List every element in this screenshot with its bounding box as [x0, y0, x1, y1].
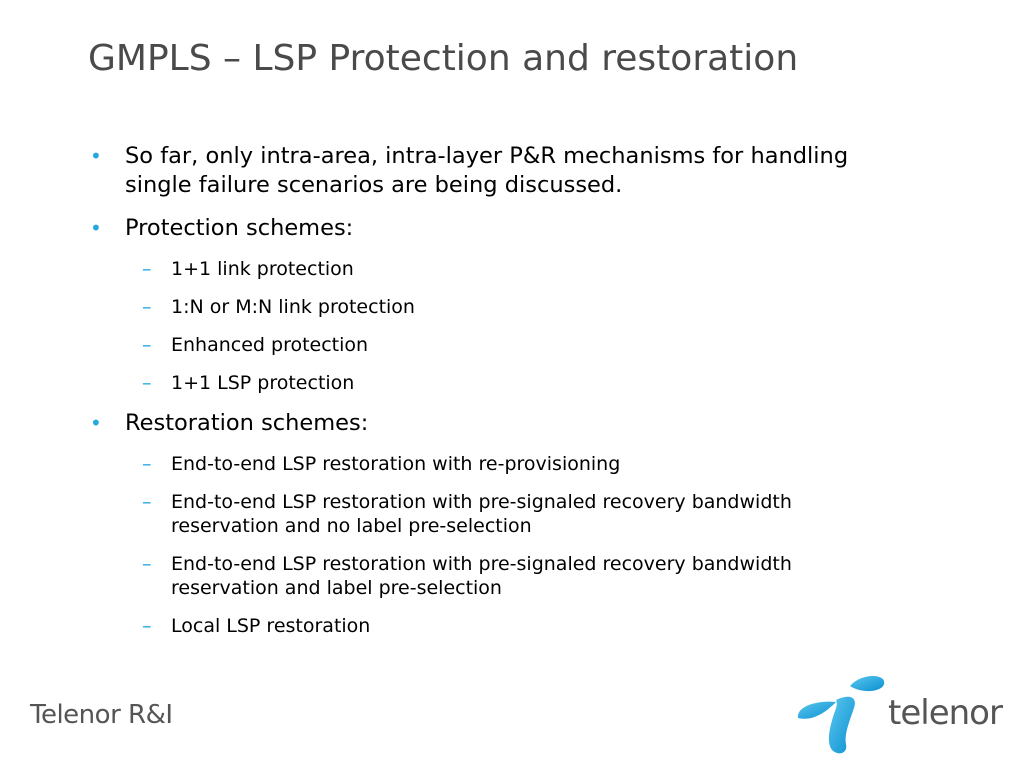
bullet-text: So far, only intra-area, intra-layer P&R mechanisms for handling single failure scenarios are being discussed. — [125, 143, 849, 198]
bullet-text: Protection schemes: — [125, 215, 354, 241]
dash-icon: – — [142, 553, 152, 575]
bullet-text: Restoration schemes: — [125, 410, 369, 436]
dash-icon: – — [142, 491, 152, 513]
dash-icon: – — [142, 258, 152, 280]
sub-bullet-text: End-to-end LSP restoration with pre-signaled recovery bandwidth reservation and label pre-selection — [171, 553, 792, 599]
dash-icon: – — [142, 615, 152, 637]
slide-content — [88, 142, 888, 652]
sub-bullet-item — [88, 452, 888, 476]
sub-bullet-item — [88, 257, 888, 281]
sub-bullet-text: End-to-end LSP restoration with re-provisioning — [171, 453, 621, 475]
bullet-dot-icon: • — [90, 144, 102, 168]
sub-bullet-item — [88, 614, 888, 638]
sub-bullet-text: 1+1 LSP protection — [171, 372, 355, 394]
bullet-item — [88, 214, 888, 243]
sub-bullet-text: 1+1 link protection — [171, 258, 354, 280]
page-title: GMPLS – LSP Protection and restoration — [88, 38, 799, 79]
dash-icon: – — [142, 372, 152, 394]
bullet-item — [88, 142, 888, 200]
footer-org-label: Telenor R&I — [30, 700, 173, 730]
bullet-item — [88, 409, 888, 438]
dash-icon: – — [142, 296, 152, 318]
sub-bullet-item — [88, 371, 888, 395]
sub-bullet-item — [88, 552, 888, 600]
sub-bullet-text: Enhanced protection — [171, 334, 369, 356]
dash-icon: – — [142, 334, 152, 356]
bullet-dot-icon: • — [90, 411, 102, 435]
telenor-wordmark: telenor — [888, 693, 1002, 733]
sub-bullet-item — [88, 333, 888, 357]
sub-bullet-item — [88, 490, 888, 538]
bullet-dot-icon: • — [90, 216, 102, 240]
sub-bullet-text: 1:N or M:N link protection — [171, 296, 415, 318]
dash-icon: – — [142, 453, 152, 475]
sub-bullet-item — [88, 295, 888, 319]
sub-bullet-text: Local LSP restoration — [171, 615, 371, 637]
sub-bullet-text: End-to-end LSP restoration with pre-signaled recovery bandwidth reservation and no label pre-selection — [171, 491, 792, 537]
